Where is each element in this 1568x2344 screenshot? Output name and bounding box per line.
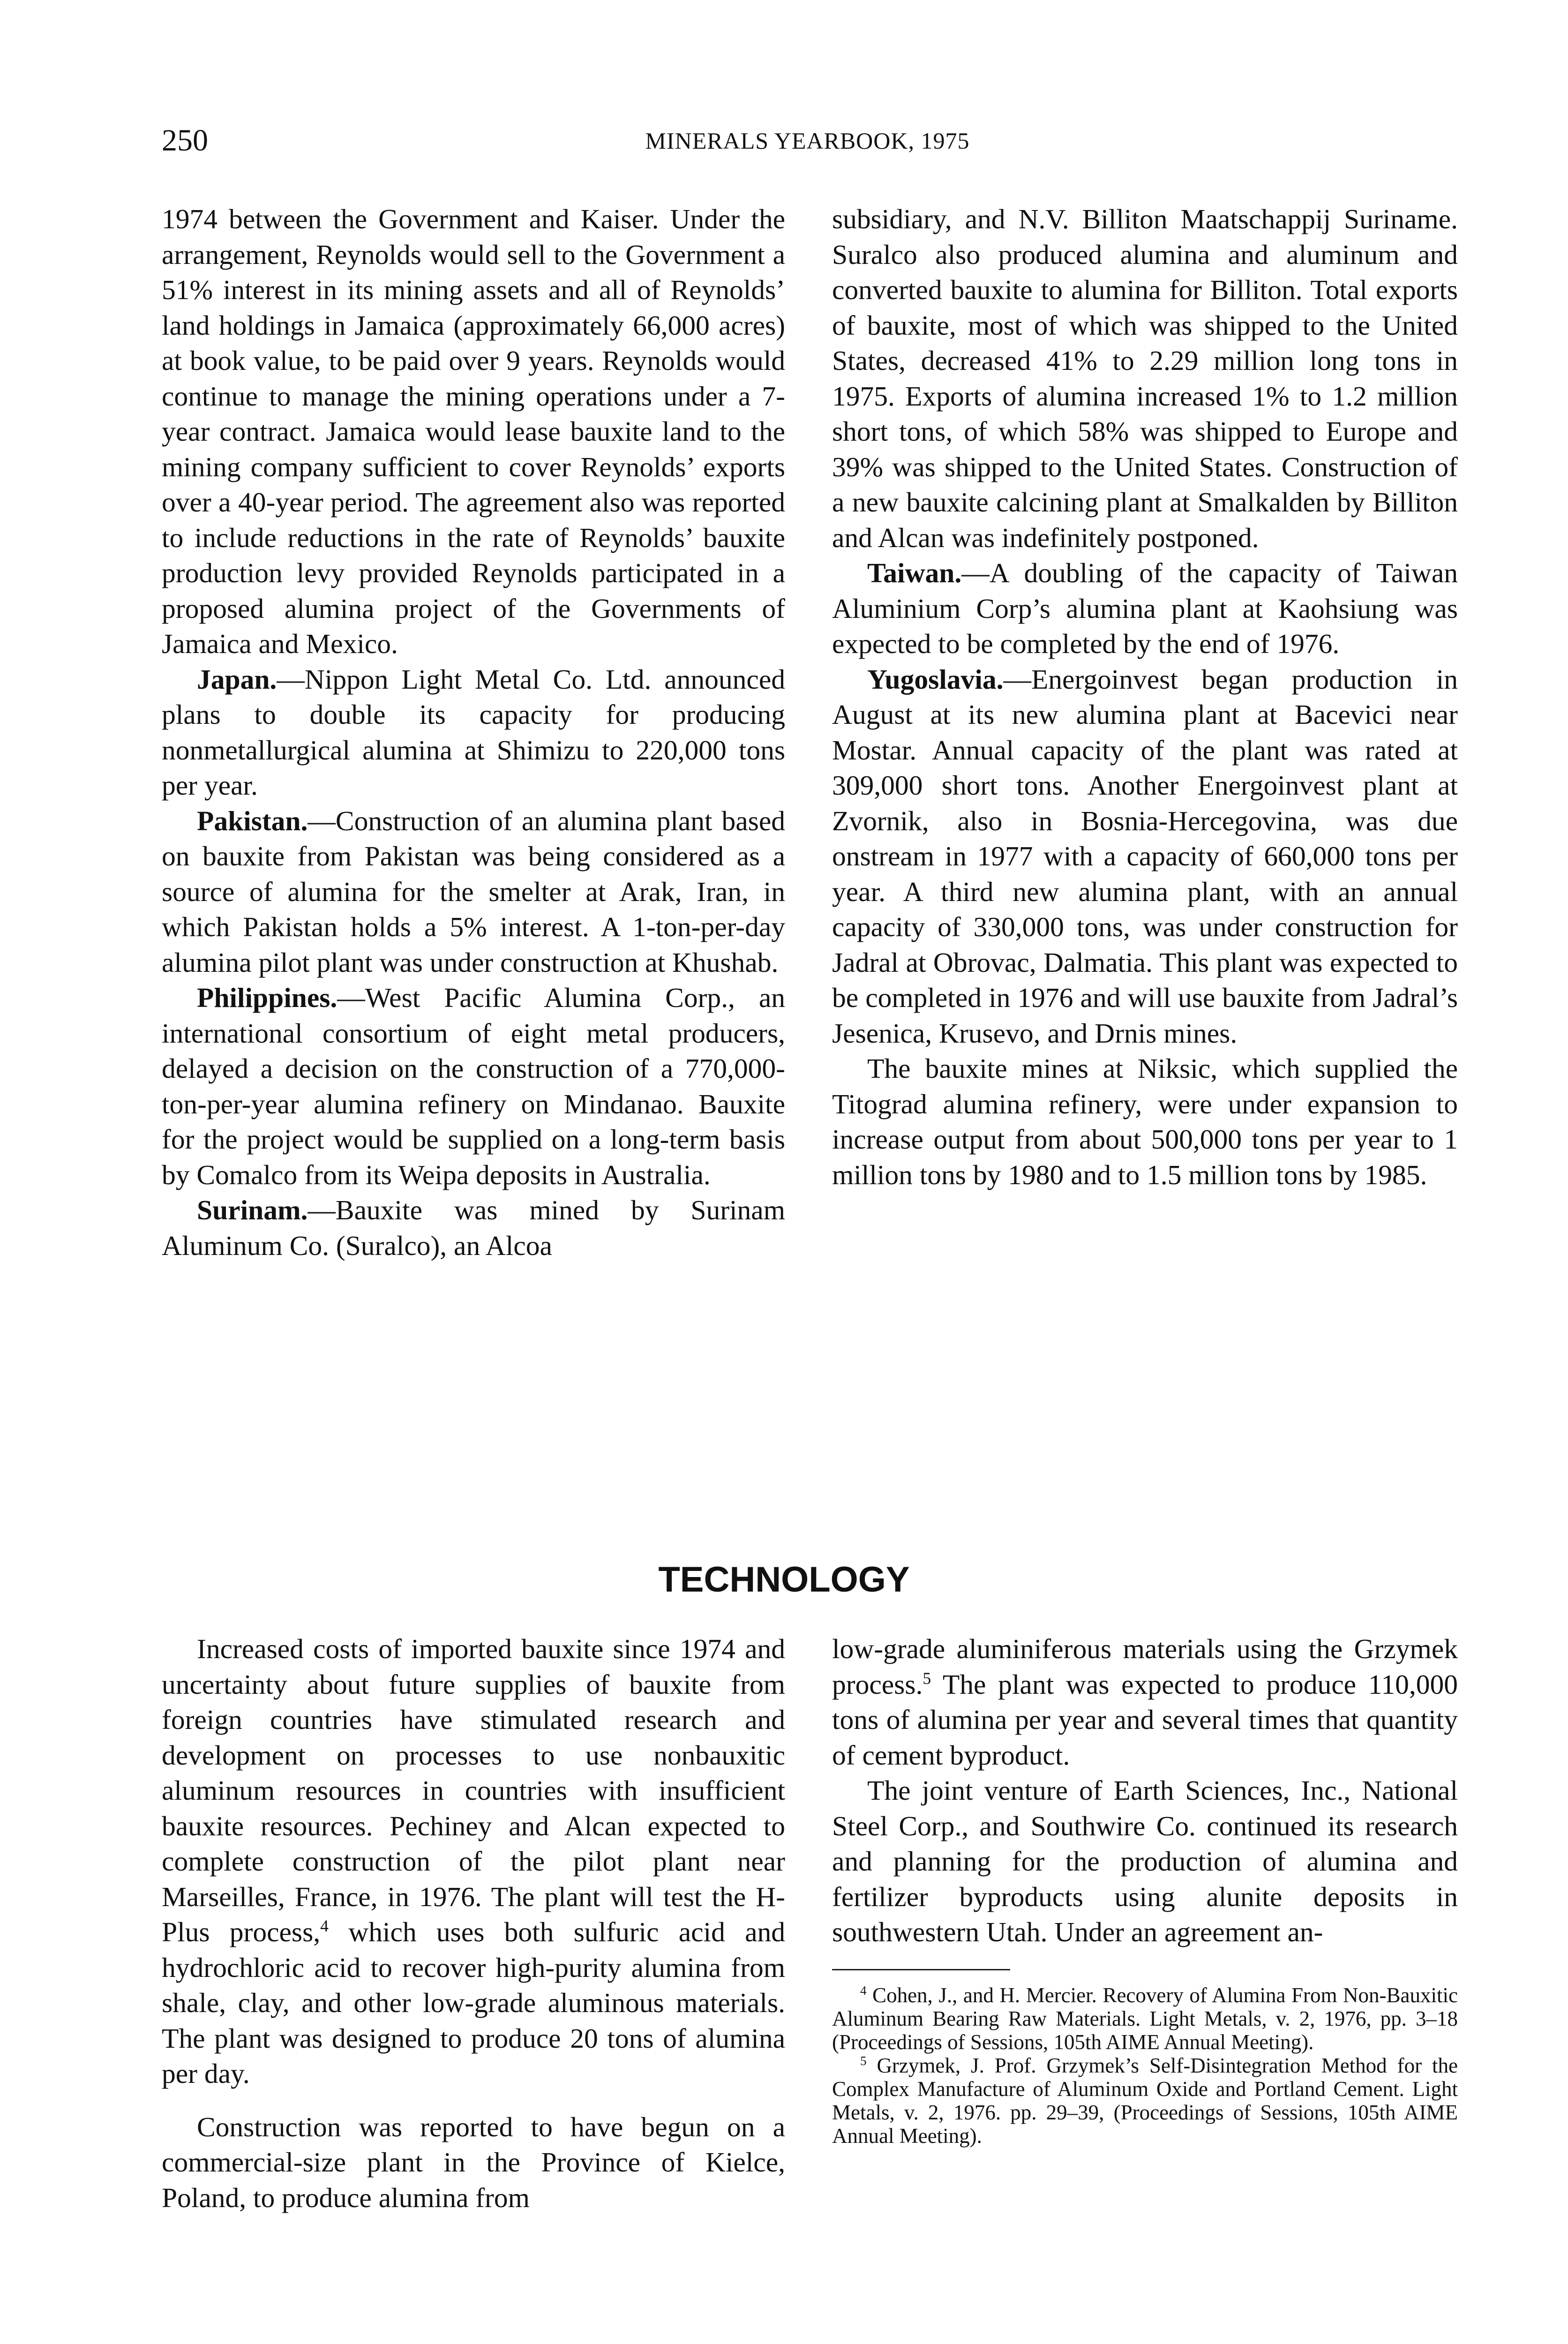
footnote-5-text: Grzymek, J. Prof. Grzymek’s Self-Disintegration Method for the Complex Manufacture of Aluminum Oxide and Portland Cement. Light Metals, v. 2, 1976. pp. 29–39, (Proceedings of Sessions, 105th AIME Annual Meeting). xyxy=(832,2053,1458,2148)
running-title: MINERALS YEARBOOK, 1975 xyxy=(645,128,970,154)
footnote-ref-5: 5 xyxy=(923,1668,931,1688)
yugoslavia-heading: Yugoslavia. xyxy=(867,663,1004,695)
right-column-upper xyxy=(832,202,1458,1193)
suriname-continued-paragraph: subsidiary, and N.V. Billiton Maatschappij Suriname. Suralco also produced alumina and aluminum and converted bauxite to alumina for Billiton. Total exports of bauxite, most of which was shipped to the United States, decreased 41% to 2.29 million long tons in 1975. Exports of alumina increased 1% to 1.2 million short tons, of which 58% was shipped to Europe and 39% was shipped to the United States. Construction of a new bauxite calcining plant at Smalkalden by Billiton and Alcan was indefinitely postponed. xyxy=(832,203,1458,553)
footnote-ref-4: 4 xyxy=(320,1916,329,1936)
jamaica-paragraph: 1974 between the Government and Kaiser. Under the arrangement, Reynolds would sell to the Government a 51% interest in its mining assets and all of Reynolds’ land holdings in Jamaica (approximately 66,000 acres) at book value, to be paid over 9 years. Reynolds would continue to manage the mining operations under a 7-year contract. Jamaica would lease bauxite land to the mining company sufficient to cover Reynolds’ exports over a 40-year period. The agreement also was reported to include reductions in the rate of Reynolds’ bauxite production levy provided Reynolds participated in a proposed alumina project of the Governments of Jamaica and Mexico. xyxy=(162,203,785,659)
japan-heading: Japan. xyxy=(197,663,277,695)
japan-text: —Nippon Light Metal Co. Ltd. announced plans to double its capacity for producing nonmetallurgical alumina at Shimizu to 220,000 tons per year. xyxy=(162,663,785,801)
footnote-mark-5: 5 xyxy=(860,2053,867,2068)
surinam-paragraph xyxy=(162,1193,785,1263)
page-number: 250 xyxy=(162,123,208,158)
taiwan-heading: Taiwan. xyxy=(867,557,962,588)
pakistan-paragraph xyxy=(162,804,785,981)
footnotes xyxy=(832,1983,1458,2148)
technology-text: which uses both sulfuric acid and hydrochloric acid to recover high-purity alumina from shale, clay, and other low-grade aluminous materials. The plant was designed to produce 20 tons of alumina per day. xyxy=(162,1916,785,2089)
technology-text: low-grade aluminiferous materials using the Grzymek process. xyxy=(832,1633,1458,1700)
surinam-heading: Surinam. xyxy=(197,1195,308,1225)
japan-paragraph xyxy=(162,662,785,804)
left-column-lower xyxy=(162,1631,785,2216)
right-column-lower xyxy=(832,1631,1458,2148)
niksic-paragraph: The bauxite mines at Niksic, which supplied the Titograd alumina refinery, were under expansion to increase output from about 500,000 tons per year to 1 million tons by 1980 and to 1.5 million tons by 1985. xyxy=(832,1053,1458,1190)
philippines-paragraph xyxy=(162,980,785,1193)
technology-text: The plant was expected to produce 110,000 tons of alumina per year and several times that quantity of cement byproduct. xyxy=(832,1668,1458,1771)
page-header xyxy=(162,120,1453,162)
technology-paragraph-2: Construction was reported to have begun on a commercial-size plant in the Province of Kielce, Poland, to produce alumina from xyxy=(162,2111,785,2213)
taiwan-text: —A doubling of the capacity of Taiwan Aluminium Corp’s alumina plant at Kaohsiung was expected to be completed by the end of 1976. xyxy=(832,557,1458,659)
technology-paragraph-4: The joint venture of Earth Sciences, Inc., National Steel Corp., and Southwire Co. continued its research and planning for the production of alumina and fertilizer byproducts using alunite deposits in southwestern Utah. Under an agreement an- xyxy=(832,1775,1458,1947)
surinam-text: —Bauxite was mined by Surinam Aluminum Co. (Suralco), an Alcoa xyxy=(162,1195,785,1261)
technology-paragraph-1 xyxy=(162,1631,785,2092)
yugoslavia-paragraph xyxy=(832,662,1458,1052)
left-column-upper xyxy=(162,202,785,1263)
pakistan-heading: Pakistan. xyxy=(197,805,308,836)
technology-heading: TECHNOLOGY xyxy=(658,1560,910,1600)
yugoslavia-text: —Energoinvest began production in August at its new alumina plant at Bacevici near Mostar. Annual capacity of the plant was rated at 309,000 short tons. Another Energoinvest plant at Zvornik, also in Bosnia-Hercegovina, was due onstream in 1977 with a capacity of 660,000 tons per year. A third new alumina plant, with an annual capacity of 330,000 tons, was under construction for Jadral at Obrovac, Dalmatia. This plant was expected to be completed in 1976 and will use bauxite from Jadral’s Jesenica, Krusevo, and Drnis mines. xyxy=(832,663,1458,1049)
footnote-4-text: Cohen, J., and H. Mercier. Recovery of Alumina From Non-Bauxitic Aluminum Bearing Raw Materials. Light Metals, v. 2, 1976, pp. 3–18 (Proceedings of Sessions, 105th AIME Annual Meeting). xyxy=(832,1983,1458,2054)
taiwan-paragraph xyxy=(832,556,1458,662)
pakistan-text: —Construction of an alumina plant based on bauxite from Pakistan was being considered as a source of alumina for the smelter at Arak, Iran, in which Pakistan holds a 5% interest. A 1-ton-per-day alumina pilot plant was under construction at Khushab. xyxy=(162,805,785,978)
footnote-4 xyxy=(832,1983,1458,2054)
philippines-text: —West Pacific Alumina Corp., an international consortium of eight metal producers, delayed a decision on the construction of a 770,000-ton-per-year alumina refinery on Mindanao. Bauxite for the project would be supplied on a long-term basis by Comalco from its Weipa deposits in Australia. xyxy=(162,982,785,1190)
footnote-5 xyxy=(832,2054,1458,2148)
footnote-mark-4: 4 xyxy=(860,1983,867,1998)
technology-paragraph-3 xyxy=(832,1631,1458,1773)
philippines-heading: Philippines. xyxy=(197,982,338,1013)
technology-text: Increased costs of imported bauxite since 1974 and uncertainty about future supplies of bauxite from foreign countries have stimulated research and development on processes to use nonbauxitic aluminum resources in countries with insufficient bauxite resources. Pechiney and Alcan expected to complete construction of the pilot plant near Marseilles, France, in 1976. The plant will test the H-Plus process, xyxy=(162,1633,785,1947)
footnote-rule xyxy=(832,1969,1010,1970)
